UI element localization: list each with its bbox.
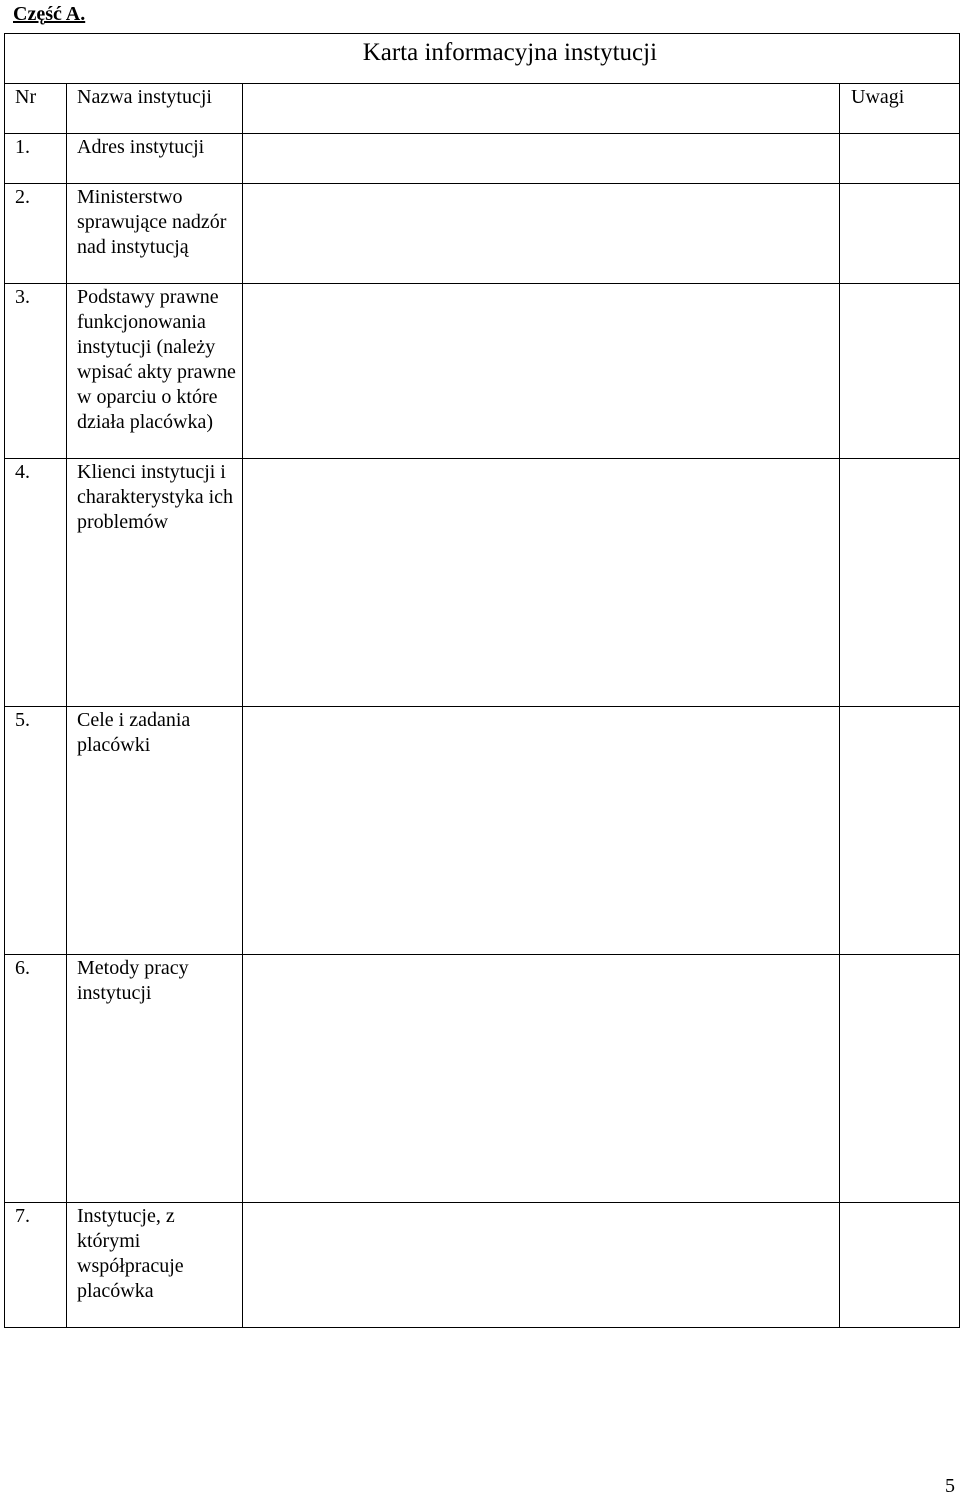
table-row — [5, 707, 960, 955]
row-value-cell[interactable] — [243, 284, 840, 459]
header-value-cell[interactable] — [243, 84, 840, 134]
row-notes-cell[interactable] — [840, 284, 960, 459]
row-label: Podstawy prawne funkcjonowania instytucji (należy wpisać akty prawne w oparciu o które działa placówka) — [67, 284, 243, 459]
part-heading: Część A. — [13, 3, 86, 25]
row-value-cell[interactable] — [243, 955, 840, 1203]
header-nr: Nr — [5, 84, 67, 134]
institution-info-table — [4, 33, 960, 1328]
table-row — [5, 284, 960, 459]
row-notes-cell[interactable] — [840, 184, 960, 284]
row-notes-cell[interactable] — [840, 955, 960, 1203]
table-title: Karta informacyjna instytucji — [5, 34, 960, 84]
table-row — [5, 134, 960, 184]
row-value-cell[interactable] — [243, 1203, 840, 1328]
row-number: 2. — [5, 184, 67, 284]
row-label: Ministerstwo sprawujące nadzór nad instytucją — [67, 184, 243, 284]
row-notes-cell[interactable] — [840, 459, 960, 707]
table-header-row — [5, 84, 960, 134]
row-value-cell[interactable] — [243, 134, 840, 184]
row-number: 4. — [5, 459, 67, 707]
row-label: Instytucje, z którymi współpracuje placówka — [67, 1203, 243, 1328]
header-notes: Uwagi — [840, 84, 960, 134]
row-number: 6. — [5, 955, 67, 1203]
row-label: Klienci instytucji i charakterystyka ich problemów — [67, 459, 243, 707]
row-label: Cele i zadania placówki — [67, 707, 243, 955]
row-value-cell[interactable] — [243, 184, 840, 284]
row-number: 5. — [5, 707, 67, 955]
row-number: 3. — [5, 284, 67, 459]
row-value-cell[interactable] — [243, 707, 840, 955]
header-name: Nazwa instytucji — [67, 84, 243, 134]
table-row — [5, 955, 960, 1203]
table-row — [5, 1203, 960, 1328]
row-label: Adres instytucji — [67, 134, 243, 184]
row-notes-cell[interactable] — [840, 134, 960, 184]
row-value-cell[interactable] — [243, 459, 840, 707]
table-row — [5, 184, 960, 284]
row-notes-cell[interactable] — [840, 707, 960, 955]
table-title-row — [5, 34, 960, 84]
page-number: 5 — [945, 1475, 955, 1497]
row-number: 7. — [5, 1203, 67, 1328]
table-row — [5, 459, 960, 707]
row-label: Metody pracy instytucji — [67, 955, 243, 1203]
row-notes-cell[interactable] — [840, 1203, 960, 1328]
row-number: 1. — [5, 134, 67, 184]
